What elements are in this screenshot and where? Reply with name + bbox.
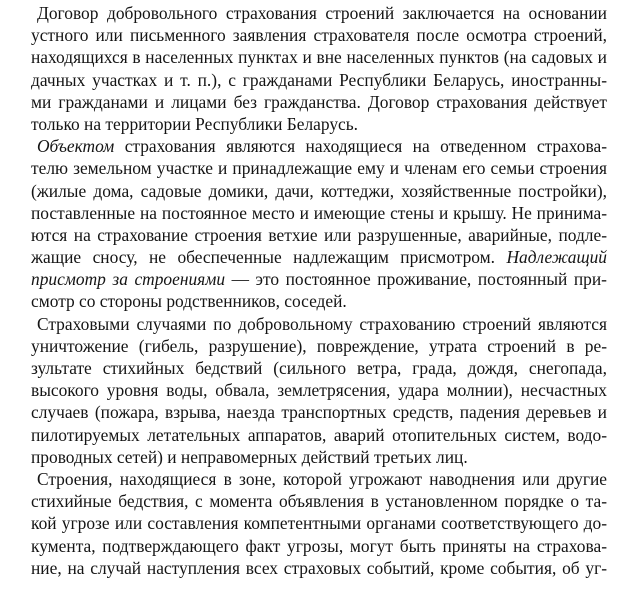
text-line: ми гражданами и лицами без гражданства. Договор страхования действует <box>31 91 607 112</box>
text-line: кумента, подтверждающего факт угрозы, могут быть приняты на страхова- <box>31 535 607 556</box>
text-line: Строения, находящиеся в зоне, которой угрожают наводнения или другие <box>37 468 607 489</box>
text-line: проводных сетей) и неправомерных действий третьих лиц. <box>31 446 468 467</box>
text-line: телю земельном участке и принадлежащие ему и членам его семьи строения <box>31 158 607 179</box>
emphasis-supervision: Надлежащий <box>506 247 607 268</box>
text-line <box>31 246 607 268</box>
text-line: пилотируемых летательных аппаратов, аварий отопительных систем, водо- <box>31 424 607 445</box>
text-fragment: жащие сносу, не обеспеченные надлежащим присмотром. <box>31 247 496 268</box>
text-line <box>31 268 607 290</box>
paragraph-threat-zone <box>31 468 607 579</box>
emphasis-supervision: присмотр за строениями <box>31 269 226 290</box>
paragraph-contract-terms <box>31 2 607 135</box>
text-line: ние, на случай наступления всех страховых событий, кроме события, об уг- <box>31 557 607 578</box>
text-line: дачных участках и т. п.), с гражданами Республики Беларусь, иностранны- <box>31 69 607 90</box>
text-line: смотр со стороны родственников, соседей. <box>31 291 347 312</box>
text-line: поставленные на постоянное место и имеющие стены и крышу. Не принима- <box>31 202 607 223</box>
text-line: устного или письменного заявления страхователя после осмотра строений, <box>31 25 607 46</box>
paragraph-insurance-object <box>31 135 607 313</box>
text-line: уничтожение (гибель, разрушение), повреждение, утрата строений в ре- <box>31 335 607 356</box>
text-line <box>31 135 607 157</box>
emphasis-object: Объектом <box>37 136 115 157</box>
text-line: находящихся в населенных пунктах и вне населенных пунктов (на садовых и <box>31 47 607 68</box>
text-line: только на территории Республики Беларусь. <box>31 113 359 134</box>
paragraph-insured-events <box>31 313 607 468</box>
text-line: кой угрозе или составления компетентными органами соответствующего до- <box>31 513 607 534</box>
text-line: Договор добровольного страхования строений заключается на основании <box>37 3 607 23</box>
text-line: зультате стихийных бедствий (сильного ветра, града, дождя, снегопада, <box>31 358 607 378</box>
text-line: случаев (пожара, взрыва, наезда транспортных средств, падения деревьев и <box>31 402 607 423</box>
text-line: (жилые дома, садовые домики, дачи, коттеджи, хозяйственные постройки), <box>31 180 607 201</box>
text-line: Страховыми случаями по добровольному страхованию строений являются <box>37 313 607 334</box>
text-fragment: страхования являются находящиеся на отведенном страхова- <box>124 136 607 157</box>
text-line: стихийные бедствия, с момента объявления в установленном порядке о та- <box>31 491 607 512</box>
text-fragment: — это постоянное проживание, постоянный при- <box>231 269 607 290</box>
text-line: ются на страхование строения ветхие или разрушенные, аварийные, подле- <box>31 224 607 245</box>
text-line: высокого уровня воды, обвала, землетрясения, удара молнии), несчастных <box>31 380 607 401</box>
